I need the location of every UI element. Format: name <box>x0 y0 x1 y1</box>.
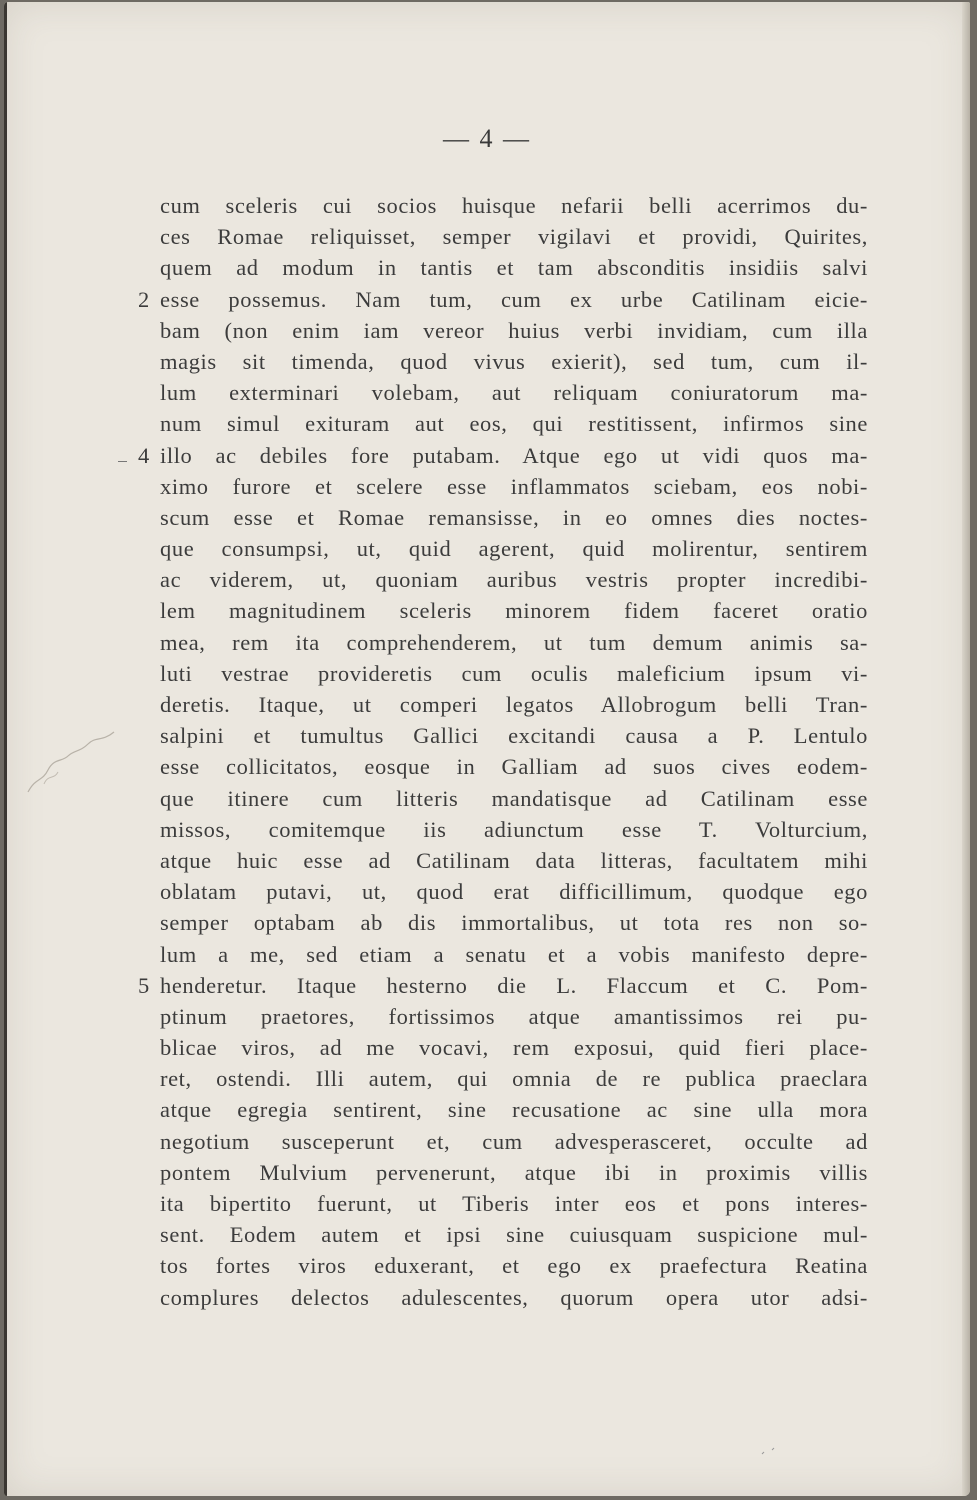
text-line <box>138 440 868 471</box>
line-text: tos fortes viros eduxerant, et ego ex praefectura Reatina <box>160 1253 868 1279</box>
text-line <box>160 1001 868 1032</box>
text-line <box>160 689 868 720</box>
text-line <box>160 627 868 658</box>
text-line <box>160 190 868 221</box>
line-text: atque egregia sentirent, sine recusatione ac sine ulla mora <box>160 1097 868 1123</box>
text-line <box>160 751 868 782</box>
text-line <box>160 939 868 970</box>
text-line <box>160 1063 868 1094</box>
latin-text-block <box>138 190 868 1313</box>
line-text: blicae viros, ad me vocavi, rem exposui, quid fieri place- <box>160 1035 868 1061</box>
text-line <box>138 284 868 315</box>
page-left-edge <box>4 2 7 1496</box>
text-line <box>160 377 868 408</box>
stray-pencil-mark <box>760 1446 782 1456</box>
section-number-marker: 4 <box>138 442 150 468</box>
text-line <box>160 564 868 595</box>
line-text: luti vestrae provideretis cum oculis maleficium ipsum vi- <box>160 660 868 686</box>
line-text: magis sit timenda, quod vivus exierit), sed tum, cum il- <box>160 348 868 374</box>
line-text: illo ac debiles fore putabam. Atque ego ut vidi quos ma- <box>160 442 868 468</box>
text-line <box>160 252 868 283</box>
line-text: que itinere cum litteris mandatisque ad Catilinam esse <box>160 785 868 811</box>
pencil-tick-mark <box>118 461 127 462</box>
line-text: bam (non enim iam vereor huius verbi invidiam, cum illa <box>160 317 868 343</box>
line-text: ita bipertito fuerunt, ut Tiberis inter eos et pons interes- <box>160 1191 868 1216</box>
text-line <box>160 907 868 938</box>
text-line <box>160 814 868 845</box>
line-text: que consumpsi, ut, quid agerent, quid molirentur, sentirem <box>160 536 868 562</box>
line-text: henderetur. Itaque hesterno die L. Flaccum et C. Pom- <box>160 972 868 998</box>
text-line <box>160 783 868 814</box>
line-text: oblatam putavi, ut, quod erat difficillimum, quodque ego <box>160 879 868 905</box>
line-text: atque huic esse ad Catilinam data litteras, facultatem mihi <box>160 847 868 873</box>
line-text: lum a me, sed etiam a senatu et a vobis manifesto depre- <box>160 941 868 967</box>
line-text: ptinum praetores, fortissimos atque amantissimos rei pu- <box>160 1003 868 1029</box>
line-text: deretis. Itaque, ut comperi legatos Allobrogum belli Tran- <box>160 692 868 717</box>
line-text: salpini et tumultus Gallici excitandi causa a P. Lentulo <box>160 723 868 749</box>
line-text: cum sceleris cui socios huisque nefarii belli acerrimos du- <box>160 193 868 218</box>
text-line <box>160 876 868 907</box>
text-line <box>160 471 868 502</box>
line-text: lem magnitudinem sceleris minorem fidem faceret oratio <box>160 598 868 624</box>
line-text: ret, ostendi. Illi autem, qui omnia de re publica praeclara <box>160 1066 868 1092</box>
page-number: — 4 — <box>443 124 531 153</box>
section-number-marker: 5 <box>138 972 150 998</box>
text-line <box>160 720 868 751</box>
section-number-marker: 2 <box>138 286 150 312</box>
text-line <box>160 221 868 252</box>
line-text: ces Romae reliquisset, semper vigilavi et providi, Quirites, <box>160 224 868 250</box>
text-line <box>160 408 868 439</box>
line-text: complures delectos adulescentes, quorum opera utor adsi- <box>160 1284 868 1310</box>
text-line <box>160 346 868 377</box>
text-line <box>160 595 868 626</box>
line-text: scum esse et Romae remansisse, in eo omnes dies noctes- <box>160 504 868 530</box>
text-line <box>160 1188 868 1219</box>
line-text: sent. Eodem autem et ipsi sine cuiusquam suspicione mul- <box>160 1222 868 1248</box>
text-line <box>138 970 868 1001</box>
text-line <box>160 1157 868 1188</box>
line-text: negotium susceperunt et, cum advesperasceret, occulte ad <box>160 1128 868 1154</box>
line-text: missos, comitemque iis adiunctum esse T. Volturcium, <box>160 816 868 842</box>
text-line <box>160 1219 868 1250</box>
text-line <box>160 845 868 876</box>
text-line <box>160 658 868 689</box>
text-line <box>160 533 868 564</box>
book-page <box>4 2 970 1496</box>
line-text: quem ad modum in tantis et tam absconditis insidiis salvi <box>160 255 868 281</box>
text-line <box>160 1032 868 1063</box>
line-text: lum exterminari volebam, aut reliquam coniuratorum ma- <box>160 380 868 406</box>
line-text: mea, rem ita comprehenderem, ut tum demum animis sa- <box>160 629 868 655</box>
line-text: ac viderem, ut, quoniam auribus vestris propter incredibi- <box>160 567 868 593</box>
text-line <box>160 315 868 346</box>
text-line <box>160 1094 868 1125</box>
text-line <box>160 1250 868 1281</box>
text-line <box>160 1126 868 1157</box>
line-text: num simul exituram aut eos, qui restitissent, infirmos sine <box>160 411 868 437</box>
line-text: ximo furore et scelere esse inflammatos sciebam, eos nobi- <box>160 473 868 499</box>
line-text: semper optabam ab dis immortalibus, ut tota res non so- <box>160 910 868 936</box>
line-text: esse collicitatos, eosque in Galliam ad suos cives eodem- <box>160 754 868 780</box>
pencil-scribble-annotation <box>18 722 128 812</box>
text-line <box>160 502 868 533</box>
text-line <box>160 1282 868 1313</box>
line-text: pontem Mulvium pervenerunt, atque ibi in proximis villis <box>160 1159 868 1185</box>
line-text: esse possemus. Nam tum, cum ex urbe Catilinam eicie- <box>160 286 868 312</box>
page-right-edge <box>962 2 970 1496</box>
